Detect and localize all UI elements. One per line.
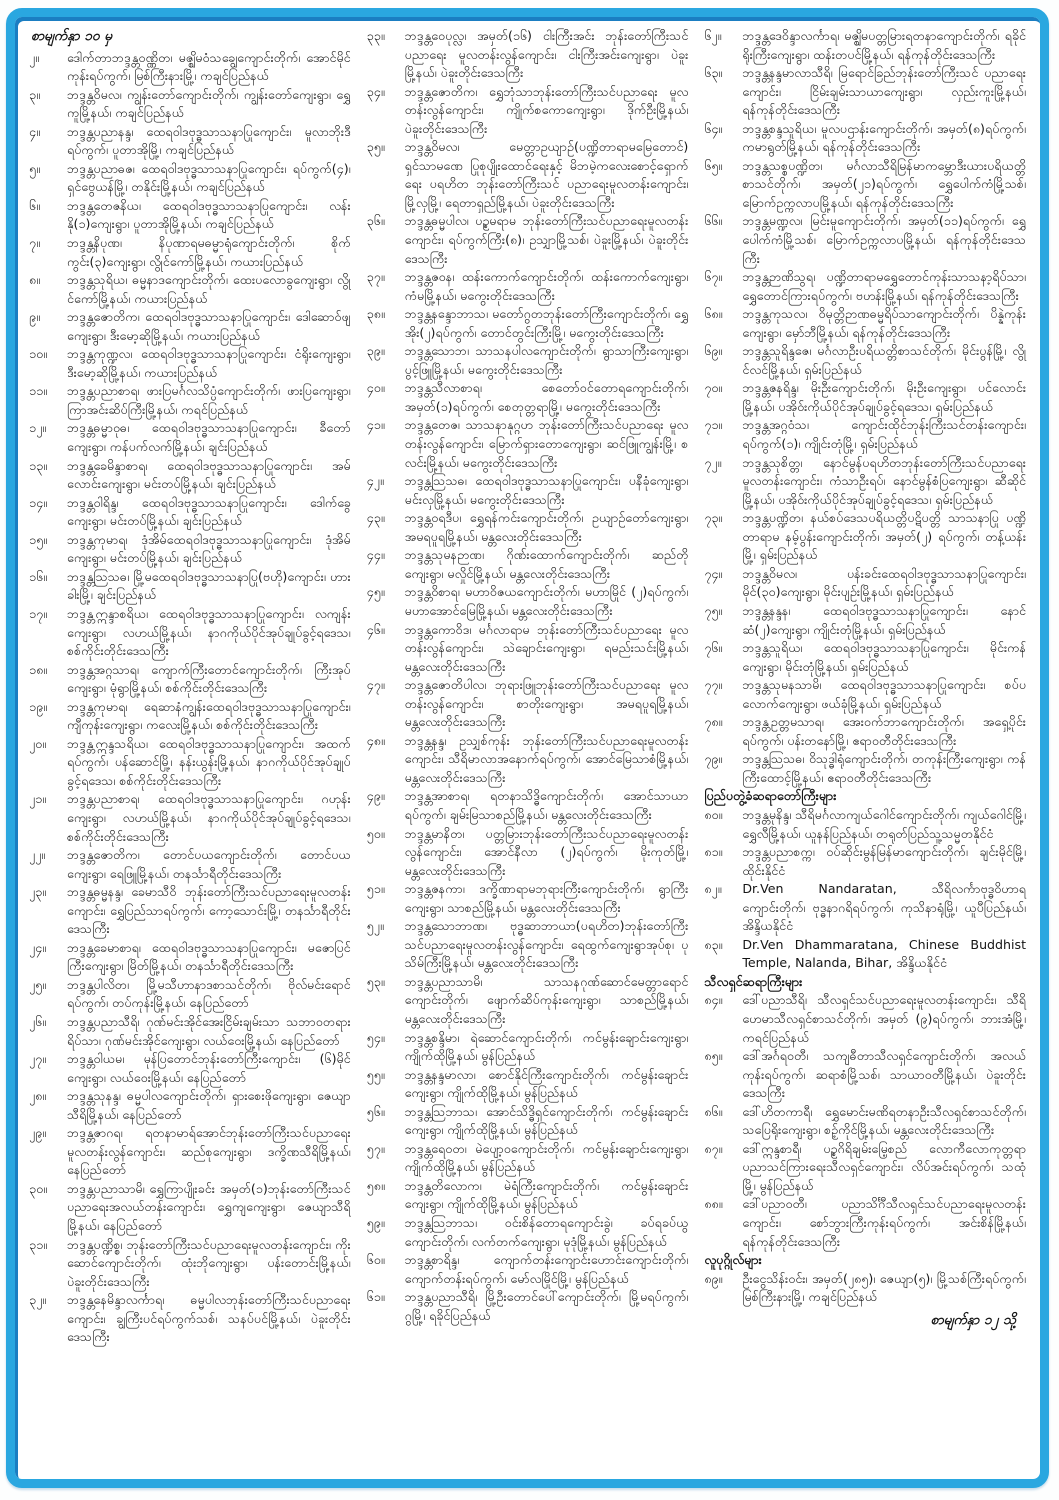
list-item-text: ဘဒ္ဒန္တဇောတိက၊ ထေရဝါဒဗုဒ္ဓသာသနာပြုကျောင်း၊ ဒေါဆောဝ်ဖျကျေးရွာ၊ ဒီးမော့ဆိုမြို့နယ်၊ ကယားပြည်နယ်	[67, 309, 351, 343]
list-item-text: ဘဒ္ဒန္တပါလိတ၊ မြို့မသီဟာနာဒစာသင်တိုက်၊ ဗိုလ်မင်းရောင်ရပ်ကွက်၊ တပ်ကုန်းမြို့နယ်၊ နေပြည်တော်	[67, 976, 351, 1011]
list-item-number: ၅၆။	[366, 1103, 385, 1119]
list-item-text: ဘဒ္ဒန္တကောဝိဒ၊ မင်္ဂလာရာမ ဘုန်းတော်ကြီးသင်ပညာရေး မူလတန်းလွန်ကျောင်း၊ သဲချောင်းကျေးရွာ၊ ရမည်းသင်းမြို့နယ်၊ မန္တလေးတိုင်းဒေသကြီး	[404, 621, 689, 674]
list-item	[367, 1288, 689, 1325]
list-item-text: ဒေါ်ပညာသီရိ၊ သီလရှင်သင်ပညာရေးမူလတန်းကျောင်း၊ သီရိဟေမာသီလရှင်စာသင်တိုက်၊ အမှတ် (၉)ရပ်ကွက်၊ ဘားအံမြို့၊ ကရင်ပြည်နယ်	[742, 992, 1027, 1045]
list-item-number: ၆၂။	[704, 28, 722, 43]
list-item-number: ၂၅။	[29, 976, 47, 992]
column-2	[367, 27, 689, 1471]
list-item-text: ဘဒ္ဒန္တစန္ဒိမာ၊ ရဲဆောင်ကျောင်းတိုက်၊ ကင်မွန်းချောင်းကျေးရွာ၊ ကျိုက်ထိုမြို့နယ်၊ မွန်ပြည်နယ်	[404, 1029, 689, 1064]
list-item	[367, 379, 689, 416]
list-item-number: ၅။	[29, 160, 40, 176]
list-item	[704, 602, 1026, 639]
list-item-text: ဘဒ္ဒန္တသောဘ၊ သာသနပါလကျောင်းတိုက်၊ ရွာသာကြီးကျေးရွာ၊ ပွင့်ဖြူမြို့နယ်၊ မကွေးတိုင်းဒေသကြီး	[404, 343, 689, 377]
list-item-number: ၂၇။	[29, 1051, 47, 1067]
list-item	[704, 806, 1026, 843]
list-item-text: ဘဒ္ဒန္တဝိမလ၊ ကျွန်းတော်ကျောင်းတိုက်၊ ကျွန်းတော်ကျေးရွာ၊ ရွှေကူမြို့နယ်၊ ကချင်ပြည်နယ်	[67, 86, 351, 121]
list-item-text: ဘဒ္ဒန္တနန္ဒ၊ ဥသျှစ်ကုန်း ဘုန်းတော်ကြီးသင်ပညာရေးမူလတန်းကျောင်း၊ သီရိမာလာအနောက်ရပ်ကွက်၊ အောင်မြေသာစံမြို့နယ်၊ မန္တလေးတိုင်းဒေသကြီး	[404, 732, 689, 785]
list-item	[704, 120, 1026, 157]
list-item-number: ၃၂။	[29, 1292, 47, 1308]
list-item-text: ဘဒ္ဒန္တဇာဂရ၊ ရတနာမာရ်အောင်ဘုန်းတော်ကြီးသင်ပညာရေးမူလတန်းလွန်ကျောင်း၊ ဆည်စုကျေးရွာ၊ ဒက္ခိဏသီရိမြို့နယ်၊ နေပြည်တော်	[67, 1125, 351, 1178]
list-item	[704, 936, 1026, 973]
list-item-number: ၈၉။	[704, 1270, 723, 1286]
list-item-number: ၁၅။	[29, 531, 47, 547]
list-item-number: ၇၈။	[704, 714, 723, 730]
list-item-number: ၈၃။	[704, 936, 723, 952]
list-item-number: ၉။	[29, 309, 40, 325]
list-item-text: ဘဒ္ဒန္တကုသလ၊ ဝိမုတ္တိဉာဏဓမ္မရိပ်သာကျောင်းတိုက်၊ ပိန္နဲကုန်းကျေးရွာ၊ မှော်ဘီမြို့နယ်၊ ရန်ကုန်တိုင်းဒေသကြီး	[742, 306, 1027, 340]
list-item	[29, 160, 351, 197]
list-item-text: ဘဒ္ဒန္တနန္ဒမာလာ၊ စောင်နိုင်ကြီးကျောင်းတိုက်၊ ကင်မွန်းချောင်းကျေးရွာ၊ ကျိုက်ထိုမြို့နယ်၊ မွန်ပြည်နယ်	[404, 1066, 689, 1101]
list-item-text: ဘဒ္ဒန္တသုမနသာမိ၊ ထေရဝါဒဗုဒ္ဓသာသနာပြုကျောင်း၊ စပ်ပလောက်ကျေးရွာ၊ ဖယ်ခုံမြို့နယ်၊ ရှမ်းပြည်နယ်	[742, 677, 1027, 711]
list-item-text: ဘဒ္ဒန္တဣန္ဒာစရိယ၊ ထေရဝါဒဗုဒ္ဓသာသနာပြုကျောင်း၊ လကျန်းကျေးရွာ၊ လဟယ်မြို့နယ်၊ နာဂကိုယ်ပိုင်အုပ်ချုပ်ခွင့်ရဒေသ၊ စစ်ကိုင်းတိုင်းဒေသကြီး	[67, 605, 351, 659]
list-item-number: ၃၁။	[29, 1236, 47, 1252]
list-item-number: ၇၆။	[704, 640, 723, 656]
list-item-number: ၃၅။	[366, 139, 385, 155]
list-item	[367, 83, 689, 139]
list-item-number: ၄၇။	[366, 677, 385, 693]
list-item	[367, 621, 689, 677]
list-item	[29, 197, 351, 234]
list-item	[367, 416, 689, 472]
list-item-number: ၂၀။	[29, 735, 47, 751]
list-item	[29, 271, 351, 308]
list-item-number: ၇၄။	[704, 565, 723, 581]
list-item	[704, 750, 1026, 787]
list-item-number: ၅၈။	[366, 1177, 385, 1193]
list-item-number: ၈၀။	[704, 806, 723, 822]
list-item	[29, 1180, 351, 1236]
list-item	[367, 880, 689, 917]
list-item	[29, 605, 351, 661]
list-item-text: ဒေါ်ပညာဝတီ၊ ပညာသိင်္ဂီသီလရှင်သင်ပညာရေးမူလတန်းကျောင်း၊ စော်ဘွားကြီးကုန်းရပ်ကွက်၊ အင်းစိန်မြို့နယ်၊ ရန်ကုန်တိုင်းဒေသကြီး	[742, 1196, 1027, 1249]
list-item-text: ဘဒ္ဒန္တမုနိန္ဒ၊ သီရိမင်္ဂလာကျယ်ဂေါင်ကျောင်းတိုက်၊ ကျယ်ဂေါင်မြို့၊ ရွှေလီမြို့နယ်၊ ယူနန်ပြည်နယ်၊ တရုတ်ပြည်သူ့သမ္မတနိုင်ငံ	[742, 806, 1027, 841]
list-item-number: ၂၁။	[29, 791, 47, 807]
list-item-text: ဘဒ္ဒန္တသုရိယ၊ ဓမ္မနာဒကျောင်းတိုက်၊ ထေးပလောခွကျေးရွာ၊ လွိုင်ကော်မြို့နယ်၊ ကယားပြည်နယ်	[67, 272, 351, 306]
list-item-text: ဘဒ္ဒန္တပဏ္ဍိတ၊ နယ်စပ်ဒေသပရိယတ္တိပဋိပတ္တိ သာသနာပြု ပဏ္ဍိတာရာမ နမ့်ပွန်းကျောင်းတိုက်၊ အမှတ်(၂) ရပ်ကွက်၊ တန့်ယန်းမြို့၊ ရှမ်းပြည်နယ်	[742, 510, 1027, 563]
page-ref-to: စာမျက်နှာ ၁၂ သို့	[930, 1311, 1017, 1328]
list-item-text: ဘဒ္ဒန္တဓမ္မာဝုဓ၊ ထေရဝါဒဗုဒ္ဓသာသနာပြုကျောင်း၊ ခီတော်ကျေးရွာ၊ ကန်ပက်လက်မြို့နယ်၊ ချင်းပြည်နယ်	[67, 420, 351, 455]
list-item-text: ဘဒ္ဒန္တဝရဒီပ၊ ရွှေရန်ကင်းကျောင်းတိုက်၊ ဥယျာဉ်တော်ကျေးရွာ၊ အမရပူရမြို့နယ်၊ မန္တလေးတိုင်းဒေသကြီး	[404, 510, 689, 544]
list-item	[367, 825, 689, 881]
list-item-text: ဘဒ္ဒန္တဓမ္မနန္ဒ၊ ခေမာသီဝိ ဘုန်းတော်ကြီးသင်ပညာရေးမူလတန်းကျောင်း၊ ရွှေပြည်သာရပ်ကွက်၊ ကော့သောင်းမြို့၊ တနင်္သာရီတိုင်းဒေသကြီး	[67, 884, 351, 937]
list-item	[367, 546, 689, 583]
list-item	[704, 1047, 1026, 1103]
list-item-number: ၆၃။	[704, 65, 723, 81]
list-item	[704, 713, 1026, 750]
list-item-text: ဘဒ္ဒန္တသီလာစာရ၊ စေတော်ဝင်တောရကျောင်းတိုက်၊ အမှတ်(၁)ရပ်ကွက်၊ စေတုတ္တရာမြို့၊ မကွေးတိုင်းဒေသကြီး	[404, 380, 689, 414]
list-item-text: ဘဒ္ဒန္တပညာစာရ၊ ဖားပြမင်္ဂလသိပ္ပံကျောင်းတိုက်၊ ဖားပြကျေးရွာ၊ ကြာအင်းဆိပ်ကြီးမြို့နယ်၊ ကရင်ပြည်နယ်	[67, 383, 351, 417]
list-item	[29, 1013, 351, 1050]
list-item-text: ဘဒ္ဒန္တတိလောက၊ မဲရံကြီးကျောင်းတိုက်၊ ကင်မွန်းချောင်းကျေးရွာ၊ ကျိုက်ထိုမြို့နယ်၊ မွန်ပြည်နယ်	[404, 1177, 689, 1212]
list-item-number: ၈၄။	[704, 992, 723, 1008]
list-item-text: ဘဒ္ဒန္တဇနကာ၊ ဒက္ခိဏာရာမဘုရားကြီးကျောင်းတိုက်၊ ရွာကြီးကျေးရွာ၊ သာစည်မြို့နယ်၊ မန္တလေးတိုင်းဒေသကြီး	[404, 881, 689, 915]
list-item-number: ၈၆။	[704, 1103, 723, 1119]
list-item-text: ဘဒ္ဒန္တသုမနဉာဏ၊ ဂိုဏ်းထောက်ကျောင်းတိုက်၊ ဆည်တိုကျေးရွာ၊ မလှိုင်မြို့နယ်၊ မန္တလေးတိုင်းဒေသကြီး	[404, 547, 689, 581]
list-item-text: ဘဒ္ဒန္တဝေပုလ္လ၊ အမှတ်(၁၆) ငါးကြီးအင်း ဘုန်းတော်ကြီးသင်ပညာရေး မူလတန်းလွန်ကျောင်း၊ ငါးကြီးအင်းကျေးရွာ၊ ပဲခူးမြို့နယ်၊ ပဲခူးတိုင်းဒေသကြီး	[404, 28, 689, 81]
list-item-number: ၈၇။	[704, 1140, 723, 1156]
list-item	[367, 583, 689, 620]
list-item	[704, 843, 1026, 880]
list-item-text: ဒေါ်ဣန္ဒစာရီ၊ ပဉ္စဂိရိချမ်းမြေ့စည် လောကီလောကုတ္တရာ ပညာသင်ကြားရေးသီလရှင်ကျောင်း၊ လိပ်အင်းရပ်ကွက်၊ သထုံမြို့၊ မွန်ပြည်နယ်	[742, 1140, 1027, 1193]
list-item-number: ၆၇။	[704, 269, 723, 285]
list-item	[367, 1103, 689, 1140]
list-item-number: ၆၄။	[704, 120, 723, 136]
columns-container	[29, 27, 1026, 1471]
list-item	[29, 494, 351, 531]
list-item-number: ၄၂။	[366, 473, 384, 489]
list-item-number: ၁၉။	[29, 698, 47, 714]
list-item	[704, 454, 1026, 510]
list-item-number: ၈၈။	[704, 1196, 723, 1212]
list-item-number: ၇၅။	[704, 602, 723, 618]
list-item	[29, 1087, 351, 1124]
list-item-text: ဘဒ္ဒန္တသူရိယ၊ ထေရဝါဒဗုဒ္ဓသာသနာပြုကျောင်း၊ မိုင်းကန်ကျေးရွာ၊ မိုင်းတုံမြို့နယ်၊ ရှမ်းပြည်နယ်	[742, 640, 1027, 674]
list-item-text: ဘဒ္ဒန္တပညာစာရ၊ ထေရဝါဒဗုဒ္ဓသာသနာပြုကျောင်း၊ ဂဟုန်းကျေးရွာ၊ လဟယ်မြို့နယ်၊ နာဂကိုယ်ပိုင်အုပ်ချုပ်ခွင့်ရဒေသ၊ စစ်ကိုင်းတိုင်းဒေသကြီး	[67, 791, 351, 844]
list-item-text: ဘဒ္ဒန္တဩဘာသ၊ ဝင်းစိန်တောရကျောင်းခွဲ၊ ခပ်ရခပ်ယွကျောင်းတိုက်၊ လက်တက်ကျေးရွာ၊ မုဒုံမြို့နယ်၊ မွန်ပြည်နယ်	[404, 1215, 689, 1249]
list-item	[367, 1214, 689, 1251]
list-item-number: ၇။	[29, 235, 40, 251]
list-item-text: ဘဒ္ဒန္တပညာဓဇ၊ ထေရဝါဒဗုဒ္ဓသာသနာပြုကျောင်း၊ ရပ်ကွက်(၄)၊ ရှင်ဗွေယန်မြို့၊ တနိုင်းမြို့နယ်၊ ကချင်ပြည်နယ်	[67, 160, 351, 195]
list-item-number: ၁၆။	[29, 568, 47, 584]
list-item-number: ၁၃။	[29, 457, 47, 473]
list-item-text: ဘဒ္ဒန္တဝါယမ၊ မုန်ပြတောင်ဘုန်းတော်ကြီးကျောင်း၊ (၆)မိုင်ကျေးရွာ၊ လယ်ဝေးမြို့နယ်၊ နေပြည်တော်	[67, 1051, 351, 1085]
list-item-number: ၄၃။	[366, 510, 385, 526]
list-item	[704, 157, 1026, 213]
list-item	[29, 1291, 351, 1347]
list-item-number: ၅၅။	[366, 1066, 385, 1082]
list-item	[29, 234, 351, 271]
list-item-text: ဘဒ္ဒန္တဩဘာသ၊ အောင်သိဒ္ဓိရှင်ကျောင်းတိုက်၊ ကင်မွန်းချောင်းကျေးရွာ၊ ကျိုက်ထိုမြို့နယ်၊ မွန်ပြည်နယ်	[404, 1103, 689, 1138]
list-item-number: ၅၁။	[366, 881, 385, 897]
list-item	[367, 472, 689, 509]
list-item	[367, 1029, 689, 1066]
list-item-number: ၂၉။	[29, 1125, 47, 1141]
section-heading: လူပုဂ္ဂိုလ်များ	[704, 1252, 762, 1268]
list-item-text: ဘဒ္ဒန္တကုဏ္ဍလ၊ ထေရဝါဒဗုဒ္ဓသာသနာပြုကျောင်း၊ ငံရိုးကျေးရွာ၊ ဒီးမော့ဆိုမြို့နယ်၊ ကယားပြည်နယ်	[67, 346, 351, 380]
list-item-number: ၄၄။	[366, 547, 385, 563]
list-item	[29, 735, 351, 791]
list-item	[704, 305, 1026, 342]
list-item-number: ၁၀။	[29, 346, 47, 362]
list-item-number: ၂၃။	[29, 884, 47, 900]
list-item-number: ၇၀။	[704, 380, 723, 396]
list-item-number: ၃၇။	[366, 269, 385, 285]
list-item	[704, 342, 1026, 379]
list-item-text: ဘဒ္ဒန္တဒေဝိန္ဒာလင်္ကာရ၊ မဇ္ဈိမပတ္တမြားရတနာကျောင်းတိုက်၊ ရခိုင်ရိုးကြီးကျေးရွာ၊ ထန်းတပင်မြို့နယ်၊ ရန်ကုန်တိုင်းဒေသကြီး	[742, 28, 1027, 62]
list-item	[29, 661, 351, 698]
list-item-text: ဘဒ္ဒန္တနန္ဒန၊ ထေရဝါဒဗုဒ္ဓသာသနာပြုကျောင်း၊ နောင်ဆံ(၂)ကျေးရွာ၊ ကျိုင်းတုံမြို့နယ်၊ ရှမ်းပြည်နယ်	[742, 602, 1027, 637]
list-item-number: ၇၃။	[704, 510, 723, 526]
list-item	[29, 1050, 351, 1087]
list-item-text: ဘဒ္ဒန္တပညာသာမိ၊ သာသနဂုဏ်ဆောင်မေတ္တာရောင်ကျောင်းတိုက်၊ ဖျောက်ဆိပ်ကုန်းကျေးရွာ၊ သာစည်မြို့နယ်၊ မန္တလေးတိုင်းဒေသကြီး	[404, 973, 689, 1026]
list-item	[704, 1195, 1026, 1251]
list-item-number: ၄၅။	[366, 584, 385, 600]
list-item	[367, 732, 689, 788]
list-item	[704, 379, 1026, 416]
list-item-number: ၂၈။	[29, 1088, 47, 1104]
list-item-text: ဘဒ္ဒန္တဥတ္တမသာရ၊ အေးဝက်ဘာကျောင်းတိုက်၊ အရှေ့ပိုင်းရပ်ကွက်၊ ပန်းတနော်မြို့၊ ဧရာဝတီတိုင်းဒေသကြီး	[742, 714, 1027, 748]
list-item	[29, 1124, 351, 1180]
list-item-text: ဘဒ္ဒန္တဝါရိန္ဒ၊ ထေရဝါဒဗုဒ္ဓသာသနာပြုကျောင်း၊ ဒေါက်ခွေကျေးရွာ၊ မင်းတပ်မြို့နယ်၊ ချင်းပြည်နယ်	[67, 494, 351, 529]
list-item-text: ဘဒ္ဒန္တဉာဏိသွရ၊ ပဏ္ဍိတာရာမရွှေတောင်ကုန်းသာသနာ့ရိပ်သာ၊ ရွှေတောင်ကြားရပ်ကွက်၊ ဗဟန်းမြို့နယ်၊ ရန်ကုန်တိုင်းဒေသကြီး	[742, 269, 1027, 303]
list-item-text: ဒေါက်တာဘဒ္ဒန္တဝဏ္ဏိတ၊ မဇ္ဈိမဝံသချွေကျောင်းတိုက်၊ အောင်မိုင်ကုန်းရပ်ကွက်၊ မြစ်ကြီးနားမြို့၊ ကချင်ပြည်နယ်	[67, 49, 351, 84]
list-item-number: ၅၄။	[366, 1029, 385, 1045]
list-item-number: ၆၀။	[366, 1252, 385, 1268]
list-item-number: ၈၂။	[704, 881, 722, 897]
list-item	[704, 1103, 1026, 1140]
list-item-number: ၂၆။	[29, 1013, 47, 1029]
list-item-number: ၇၁။	[704, 417, 723, 433]
list-item-number: ၂၂။	[29, 847, 46, 863]
list-item-text: ဘဒ္ဒန္တအဂ္ဂသာရ၊ ကျောက်ကြီးတောင်ကျောင်းတိုက်၊ ကြီးအုပ်ကျေးရွာ၊ မုံရွာမြို့နယ်၊ စစ်ကိုင်းတိုင်းဒေသကြီး	[67, 661, 351, 696]
list-item	[704, 565, 1026, 602]
list-item-number: ၃၀။	[29, 1180, 47, 1196]
list-item	[29, 123, 351, 160]
list-item-number: ၄၉။	[366, 788, 385, 804]
list-item	[29, 698, 351, 735]
list-item-text: ဘဒ္ဒန္တဓမ္မပါလ၊ ပဉ္စမရာမ ဘုန်းတော်ကြီးသင်ပညာရေးမူလတန်းကျောင်း၊ ရပ်ကွက်ကြီး(၈)၊ ဥသျှာမြို့သစ်၊ ပဲခူးမြို့နယ်၊ ပဲခူးတိုင်းဒေသကြီး	[404, 213, 689, 266]
list-item-text: ဘဒ္ဒန္တဇနရိန္ဒ၊ မိုးဦးကျောင်းတိုက်၊ မိုးဦးကျေးရွာ၊ ပင်လောင်းမြို့နယ်၊ ပအိုဝ်းကိုယ်ပိုင်အုပ်ချုပ်ခွင့်ရဒေသ၊ ရှမ်းပြည်နယ်	[742, 380, 1027, 414]
list-item	[29, 86, 351, 123]
list-item-number: ၃။	[29, 86, 40, 102]
list-item-number: ၈။	[29, 272, 41, 288]
list-item	[367, 138, 689, 212]
list-item-text: ဘဒ္ဒန္တခေမာစာရ၊ ထေရဝါဒဗုဒ္ဓသာသနာပြုကျောင်း၊ မဇောပြင်ကြီးကျေးရွာ၊ မြိတ်မြို့နယ်၊ တနင်္သာရီတိုင်းဒေသကြီး	[67, 939, 351, 974]
list-item-number: ၂၄။	[29, 939, 47, 955]
list-item-text: ဘဒ္ဒန္တကုမာရ၊ ရေဆာနံကျွန်းထေရဝါဒဗုဒ္ဓသာသနာပြုကျောင်း၊ ကျီကုန်းကျေးရွာ၊ ကလေးမြို့နယ်၊ စစ်ကိုင်းတိုင်းဒေသကြီး	[67, 698, 351, 733]
list-item	[704, 27, 1026, 64]
list-item-text: ဘဒ္ဒန္တတေဇ၊ သာသနာနုဂ္ဂဟ ဘုန်းတော်ကြီးသင်ပညာရေး မူလတန်းလွန်ကျောင်း၊ မြောက်ရှားတောကျေးရွာ၊ ဆင်ဖြူကျွန်းမြို့၊ စလင်းမြို့နယ်၊ မကွေးတိုင်းဒေသကြီး	[404, 417, 689, 470]
list-item	[704, 64, 1026, 120]
list-item-text: ဘဒ္ဒန္တဩသဓ၊ မြို့မထေရဝါဒဗုဒ္ဓသာသနာပြု(ဗဟို)ကျောင်း၊ ဟားခါးမြို့၊ ချင်းပြည်နယ်	[67, 568, 351, 603]
list-item-text: ဘဒ္ဒန္တနန္ဒောဘာသ၊ မတော်ဂွတဘုန်းတော်ကြီးကျောင်းတိုက်၊ ရွှေအိုး(၂)ရပ်ကွက်၊ တောင်တွင်းကြီးမြို့၊ မကွေးတိုင်းဒေသကြီး	[404, 306, 689, 340]
list-item-text: Dr.Ven Dhammaratana, Chinese Buddhist Temple, Nalanda, Bihar, အိန္ဒိယနိုင်ငံ	[742, 936, 1027, 971]
list-item-number: ၆၁။	[366, 1289, 385, 1305]
list-item-text: ဘဒ္ဒန္တသောဘာဏ၊ ဗုဒ္ဓဆာဘာယာ(ပရဟိတ)ဘုန်းတော်ကြီးသင်ပညာရေးမူလတန်းလွန်ကျောင်း၊ ရေထွက်ကျေးရွာအုပ်စု၊ ပုသိမ်ကြီးမြို့နယ်၊ မန္တလေးတိုင်းဒေသကြီး	[404, 918, 689, 971]
list-item-number: ၇၂။	[704, 454, 722, 470]
list-item-number: ၁၂။	[29, 420, 47, 436]
list-item	[29, 382, 351, 419]
list-item-text: ဘဒ္ဒန္တတေဇနိယ၊ ထေရဝါဒဗုဒ္ဓသာသနာပြုကျောင်း၊ လန်းနို(၁)ကျေးရွာ၊ ပူတာအိုမြို့နယ်၊ ကချင်ပြည်နယ်	[67, 197, 351, 232]
list-item-text: ဘဒ္ဒန္တပညာနန္ဒ၊ ထေရဝါဒဗုဒ္ဓသာသနာပြုကျောင်း၊ မူလာဘိုးဒီရပ်ကွက်၊ ပူတာအိုမြို့၊ ကချင်ပြည်နယ်	[67, 123, 351, 158]
list-item	[367, 676, 689, 732]
list-item-number: ၄။	[29, 123, 40, 139]
list-item-text: ဘဒ္ဒန္တဇောတိက၊ တောင်ပယကျောင်းတိုက်၊ တောင်ပယကျေးရွာ၊ ရေဖြူမြို့နယ်၊ တနင်္သာရီတိုင်းဒေသကြီး	[67, 847, 351, 881]
list-item	[29, 1236, 351, 1292]
list-item-number: ၈၅။	[704, 1048, 723, 1064]
list-item	[704, 880, 1026, 936]
list-item	[704, 676, 1026, 713]
list-item-number: ၆၈။	[704, 306, 723, 322]
list-item-number: ၃၄။	[366, 83, 385, 99]
list-item-number: ၅၇။	[366, 1140, 385, 1156]
list-item-number: ၁၇။	[29, 605, 47, 621]
list-item	[29, 790, 351, 846]
list-item	[704, 991, 1026, 1047]
list-item-number: ၄၆။	[366, 621, 385, 637]
list-item-text: ဘဒ္ဒန္တပညာသီရိ၊ မြို့ဦးတောင်ပေါ်ကျောင်းတိုက်၊ မြို့မရပ်ကွက်၊ ဂွမြို့၊ ရခိုင်ပြည်နယ်	[404, 1289, 689, 1323]
list-item-text: ဘဒ္ဒန္တမဏ္ဍလ၊ မြင်းမူကျောင်းတိုက်၊ အမှတ်(၁၁)ရပ်ကွက်၊ ရွှေပေါက်ကံမြို့သစ်၊ မြောက်ဥက္ကလာပမြို့နယ်၊ ရန်ကုန်တိုင်းဒေသကြီး	[742, 213, 1027, 266]
list-item-text: ဘဒ္ဒန္တနေမိန္ဒာလင်္ကာရ၊ ဓမ္မပါလဘုန်းတော်ကြီးသင်ပညာရေးကျောင်း၊ ချွကြီးပင်ရပ်ကွက်သစ်၊ သနပ်ပင်မြို့နယ်၊ ပဲခူးတိုင်းဒေသကြီး	[67, 1292, 351, 1345]
list-item-number: ၁၈။	[29, 661, 48, 677]
list-item-number: ၄၀။	[366, 380, 385, 396]
list-item-text: ဘဒ္ဒန္တစာရိန္ဒ၊ ကျောက်တန်းကျောင်းဟောင်းကျောင်းတိုက်၊ ကျောက်တန်းရပ်ကွက်၊ မော်လမြိုင်မြို့၊ မွန်ပြည်နယ်	[404, 1252, 689, 1286]
list-item-text: ဘဒ္ဒန္တဇောတိပါလ၊ ဘုရားဖြူဘုန်းတော်ကြီးသင်ပညာရေး မူလတန်းလွန်ကျောင်း၊ စာတိုးကျေးရွာ၊ အမရပူရမြို့နယ်၊ မန္တလေးတိုင်းဒေသကြီး	[404, 677, 689, 730]
list-item-text: ဘဒ္ဒန္တဩသဓ၊ ဝိသုဒ္ဓါရုံကျောင်းတိုက်၊ တကုန်းကြီးကျေးရွာ၊ ကန်ကြီးထောင့်မြို့နယ်၊ ဧရာဝတီတိုင်းဒေသကြီး	[742, 751, 1027, 785]
list-item	[29, 883, 351, 939]
column-3-blocks	[704, 27, 1026, 1307]
list-item-text: ဘဒ္ဒန္တပဏ္ဍိစ္စ၊ ဘုန်းတော်ကြီးသင်ပညာရေးမူလတန်းကျောင်း၊ ကိုးဆောင်ကျောင်းတိုက်၊ ထုံးဘိုကျေးရွာ၊ ပန်းတောင်းမြို့နယ်၊ ပဲခူးတိုင်းဒေသကြီး	[67, 1236, 351, 1289]
list-item-text: ဘဒ္ဒန္တခေမိန္ဒာစာရ၊ ထေရဝါဒဗုဒ္ဓသာသနာပြုကျောင်း၊ အမ်လောင်းကျေးရွာ၊ မင်းတပ်မြို့နယ်၊ ချင်းပြည်နယ်	[67, 457, 351, 492]
list-item-number: ၆။	[29, 197, 40, 213]
list-item-text: ဒေါ်ဟိတကာရီ၊ ရွှေမောင်းမဏိရတနာဦးသီလရှင်စာသင်တိုက်၊ သပြေရိုးကျေးရွာ၊ စဉ့်ကိုင်မြို့နယ်၊ မန္တလေးတိုင်းဒေသကြီး	[742, 1103, 1027, 1138]
list-item-text: ဘဒ္ဒန္တပညာစက္က၊ ဝပ်ဆိုင်းမွန်မြန်မာကျောင်းတိုက်၊ ချင်းမိုင်မြို့၊ ထိုင်းနိုင်ငံ	[742, 844, 1027, 878]
list-item-text: Dr.Ven Nandaratan, သီရိလင်္ကာဗုဒ္ဓဝိဟာရကျောင်းတိုက်၊ ဗုဒ္ဓနာဂရိရပ်ကွက်၊ ကုသိနာရုံမြို့၊ ယူပီပြည်နယ်၊ အိန္ဒိယနိုင်ငံ	[742, 881, 1027, 934]
list-item-text: ဘဒ္ဒန္တဇဝန၊ ထန်းကောက်ကျောင်းတိုက်၊ ထန်းကောက်ကျေးရွာ၊ ကံမမြို့နယ်၊ မကွေးတိုင်းဒေသကြီး	[404, 269, 689, 303]
list-item	[29, 419, 351, 456]
list-item-text: ဘဒ္ဒန္တဝိမလ၊ မေတ္တာဥယျာဉ်(ပဏ္ဍိတာရာမမြေတောင်) ရှင်သာမဏေ ပြုစုပျိုးထောင်ရေးနှင့် မိဘမဲ့ကလေးစောင့်ရှောက်ရေး ပရဟိတ ဘုန်းတော်ကြီးသင် ပညာရေးမူလတန်းကျောင်း၊ မြို့လှမြို့၊ ရေတာရှည်မြို့နယ်၊ ပဲခူးတိုင်းဒေသကြီး	[404, 139, 689, 210]
list-item-text: ဘဒ္ဒန္တပညာသာမိ၊ ရွှေကြာပျိုးခင်း အမှတ်(၁)ဘုန်းတော်ကြီးသင်ပညာရေးအလယ်တန်းကျောင်း၊ ရွှေကျကျေးရွာ၊ ဇေယျာသီရိမြို့နယ်၊ နေပြည်တော်	[67, 1180, 351, 1233]
list-item	[367, 917, 689, 973]
list-item-text: ဘဒ္ဒန္တဝိမလ၊ ပန်းခင်းထေရဝါဒဗုဒ္ဓသာသနာပြုကျောင်း၊ မိုင်(၃၀)ကျေးရွာ၊ မိုင်းပျဉ်းမြို့နယ်၊ ရှမ်းပြည်နယ်	[742, 565, 1027, 600]
list-item-number: ၅၃။	[366, 973, 385, 989]
list-item-text: ဘဒ္ဒန္တမာနိတ၊ ပတ္တမြားဘုန်းတော်ကြီးသင်ပညာရေးမူလတန်းလွန်ကျောင်း၊ အောင်နီလာ (၂)ရပ်ကွက်၊ မိုးကုတ်မြို့၊ မန္တလေးတိုင်းဒေသကြီး	[404, 825, 689, 878]
list-item	[367, 787, 689, 824]
column-1	[29, 27, 351, 1471]
section-heading: သီလရှင်ဆရာကြီးများ	[704, 973, 803, 989]
list-item	[367, 268, 689, 305]
list-item	[367, 1177, 689, 1214]
list-item-text: ဘဒ္ဒန္တသုနန္ဒ၊ ဓမ္မပါလကျောင်းတိုက်၊ ရှားစေးဖိုကျေးရွာ၊ ဇေယျာသီရိမြို့နယ်၊ နေပြည်တော်	[67, 1088, 351, 1122]
list-item-number: ၃၉။	[366, 343, 385, 359]
list-item	[367, 1251, 689, 1288]
list-item-number: ၁၄။	[29, 494, 47, 510]
list-item-text: ဘဒ္ဒန္တသူရိန္ဒဇေ၊ မင်္ဂလာဦးပရိယတ္တိစာသင်တိုက်၊ မိုင်းပွန်မြို့၊ လွိုင်လင်မြို့နယ်၊ ရှမ်းပြည်နယ်	[742, 343, 1027, 377]
list-item-number: ၇၇။	[704, 677, 723, 693]
list-item	[367, 1066, 689, 1103]
list-item	[704, 212, 1026, 268]
list-item-number: ၂။	[29, 49, 39, 65]
section-heading: ပြည်ပတွဲ့ခံဆရာတော်ကြီးများ	[704, 788, 837, 804]
list-item-text: ဘဒ္ဒန္တဩသဓ၊ ထေရဝါဒဗုဒ္ဓသာသနာပြုကျောင်း၊ ပနီခုံကျေးရွာ၊ မင်းလှမြို့နယ်၊ မကွေးတိုင်းဒေသကြီး	[404, 473, 689, 507]
list-item	[367, 27, 689, 83]
list-item-number: ၄၈။	[366, 732, 385, 748]
list-item-number: ၃၃။	[366, 28, 385, 43]
list-item-text: ဘဒ္ဒန္တဝိစာရ၊ မဟာဝိဇယကျောင်းတိုက်၊ မဟာမြိုင် (၂)ရပ်ကွက်၊ မဟာအောင်မြေမြို့နယ်၊ မန္တလေးတိုင်းဒေသကြီး	[404, 584, 689, 618]
list-item-text: ဘဒ္ဒန္တကုမာရ၊ ဒုံအိမ်ထေရဝါဒဗုဒ္ဓသာသနာပြုကျောင်း၊ ဒုံအိမ်ကျေးရွာ၊ မင်းတပ်မြို့နယ်၊ ချင်းပြည်နယ်	[67, 531, 351, 566]
list-item-text: ဘဒ္ဒန္တသစ္စပဏ္ဍိတ၊ မင်္ဂလာသီရိမြန်မာကမ္ဘောဒီးယားပရိယတ္တိစာသင်တိုက်၊ အမှတ်(၂၁)ရပ်ကွက်၊ ရွှေပေါက်ကံမြို့သစ်၊ မြောက်ဥက္ကလာပမြို့နယ်၊ ရန်ကုန်တိုင်းဒေသကြီး	[742, 157, 1027, 210]
list-item	[704, 268, 1026, 305]
page-ref-from: စာမျက်နှာ ၁၀ မှ	[31, 28, 113, 44]
list-item-text: ဘဒ္ဒန္တသုစိတ္တ၊ နောင်မွန်ပရဟိတဘုန်းတော်ကြီးသင်ပညာရေး မူလတန်းကျောင်း၊ ကံသာဦးရပ်၊ နောင်မွန်စံပြကျေးရွာ၊ ဆီဆိုင်မြို့နယ်၊ ပအိုဝ်းကိုယ်ပိုင်အုပ်ချုပ်ခွင့်ရဒေသ၊ ရှမ်းပြည်နယ်	[742, 454, 1027, 507]
list-item	[29, 531, 351, 568]
list-item-number: ၈၁။	[704, 844, 723, 860]
list-item-number: ၅၉။	[366, 1215, 385, 1230]
list-item-number: ၄၁။	[366, 417, 385, 433]
list-item	[704, 1140, 1026, 1196]
list-item-number: ၃၈။	[366, 306, 385, 322]
list-item-text: ဘဒ္ဒန္တပညာသီရိ၊ ဂုဏ်မင်းအိုင်အေးငြိမ်းချမ်းသာ သဘာဝတရားရိပ်သာ၊ ဂုဏ်မင်းအိုင်ကျေးရွာ၊ လယ်ဝေးမြို့နယ်၊ နေပြည်တော်	[67, 1013, 351, 1048]
list-item-number: ၁၁။	[29, 383, 47, 399]
list-item	[367, 973, 689, 1029]
list-item-text: ဘဒ္ဒန္တဣန္ဒသရိယ၊ ထေရဝါဒဗုဒ္ဓသာသနာပြုကျောင်း၊ အထက်ရပ်ကွက်၊ ပန်ဆောင်မြို့၊ နန်းယွန်းမြို့နယ်၊ နာဂကိုယ်ပိုင်အုပ်ချုပ်ခွင့်ရဒေသ၊ စစ်ကိုင်းတိုင်းဒေသကြီး	[67, 735, 351, 788]
list-item	[29, 939, 351, 976]
list-item	[704, 416, 1026, 453]
list-item	[29, 846, 351, 883]
list-item	[704, 509, 1026, 565]
list-item-text: ဘဒ္ဒန္တအာစာရ၊ ရတနာသိဒ္ဓိကျောင်းတိုက်၊ အောင်သာယာရပ်ကွက်၊ ချမ်းမြသာစည်မြို့နယ်၊ မန္တလေးတိုင်းဒေသကြီး	[404, 788, 689, 822]
list-item	[367, 305, 689, 342]
list-item	[367, 212, 689, 268]
list-item-number: ၇၉။	[704, 751, 723, 767]
list-item-text: ဘဒ္ဒန္တစန္ဒသူရိယ၊ မူလပဌာန်းကျောင်းတိုက်၊ အမှတ်(၈)ရပ်ကွက်၊ ကမာရွတ်မြို့နယ်၊ ရန်ကုန်တိုင်းဒေသကြီး	[742, 120, 1027, 155]
list-item-number: ၆၆။	[704, 213, 723, 229]
list-item	[704, 1270, 1026, 1307]
list-item-text: ဘဒ္ဒန္တဇောတိက၊ ရွှေဘုံသာဘုန်းတော်ကြီးသင်ပညာရေး မူလတန်းလွန်ကျောင်း၊ ကျိုက်စကောကျေးရွာ၊ ဒိုက်ဦးမြို့နယ်၊ ပဲခူးတိုင်းဒေသကြီး	[404, 83, 689, 136]
list-item	[367, 342, 689, 379]
list-item	[29, 976, 351, 1013]
page-frame	[6, 8, 1049, 1488]
list-item	[29, 49, 351, 86]
list-item-text: ဒေါ်အင်္ဂရဝတီ၊ သကျဓီတာသီလရှင်ကျောင်းတိုက်၊ အလယ်ကုန်းရပ်ကွက်၊ ဆရာစံမြို့သစ်၊ သာယာဝတီမြို့နယ်၊ ပဲခူးတိုင်းဒေသကြီး	[742, 1048, 1027, 1101]
list-item-number: ၅၀။	[366, 825, 385, 841]
list-item-text: ဦးငွေသိန်းဝင်း၊ အမှတ်(၂၈၅)၊ ဇေယျာ(၅)၊ မြို့သစ်ကြီးရပ်ကွက်၊ မြစ်ကြီးနားမြို့၊ ကချင်ပြည်နယ်	[742, 1270, 1027, 1305]
list-item-number: ၅၂။	[366, 918, 384, 934]
list-item	[29, 345, 351, 382]
list-item-text: ဘဒ္ဒန္တနိပုဏ၊ နိပုဏာရမဓမ္မာရုံကျောင်းတိုက်၊ စိုက်ကွင်း(၃)ကျေးရွာ၊ လွိုင်ကော်မြို့နယ်၊ ကယားပြည်နယ်	[67, 235, 351, 269]
list-item-number: ၃၆။	[366, 213, 385, 229]
column-2-blocks	[367, 27, 689, 1325]
list-item-number: ၆၉။	[704, 343, 723, 359]
list-item	[29, 568, 351, 605]
list-item-text: ဘဒ္ဒန္တအဂ္ဂဝံသ၊ ကျောင်းထိုင်ဘုန်းကြီးသင်တန်းကျောင်း၊ ရပ်ကွက်(၁)၊ ကျိုင်းတုံမြို့၊ ရှမ်းပြည်နယ်	[742, 417, 1027, 452]
list-item	[367, 509, 689, 546]
list-item-text: ဘဒ္ဒန္တနန္ဒမာလာသီရိ၊ မြရောင်ခြည်ဘုန်းတော်ကြီးသင် ပညာရေးကျောင်း၊ ငြိမ်းချမ်းသာယာကျေးရွာ၊ လှည်းကူးမြို့နယ်၊ ရန်ကုန်တိုင်းဒေသကြီး	[742, 65, 1027, 118]
list-item	[367, 1140, 689, 1177]
list-item	[704, 639, 1026, 676]
list-item-number: ၆၅။	[704, 157, 723, 173]
column-3	[704, 27, 1026, 1471]
list-item	[29, 457, 351, 494]
list-item	[29, 308, 351, 345]
column-1-blocks	[29, 49, 351, 1347]
list-item-text: ဘဒ္ဒန္တရေဝတ၊ မဲပျော့ဝကျောင်းတိုက်၊ ကင်မွန်းချောင်းကျေးရွာ၊ ကျိုက်ထိုမြို့နယ်၊ မွန်ပြည်နယ်	[404, 1140, 689, 1175]
